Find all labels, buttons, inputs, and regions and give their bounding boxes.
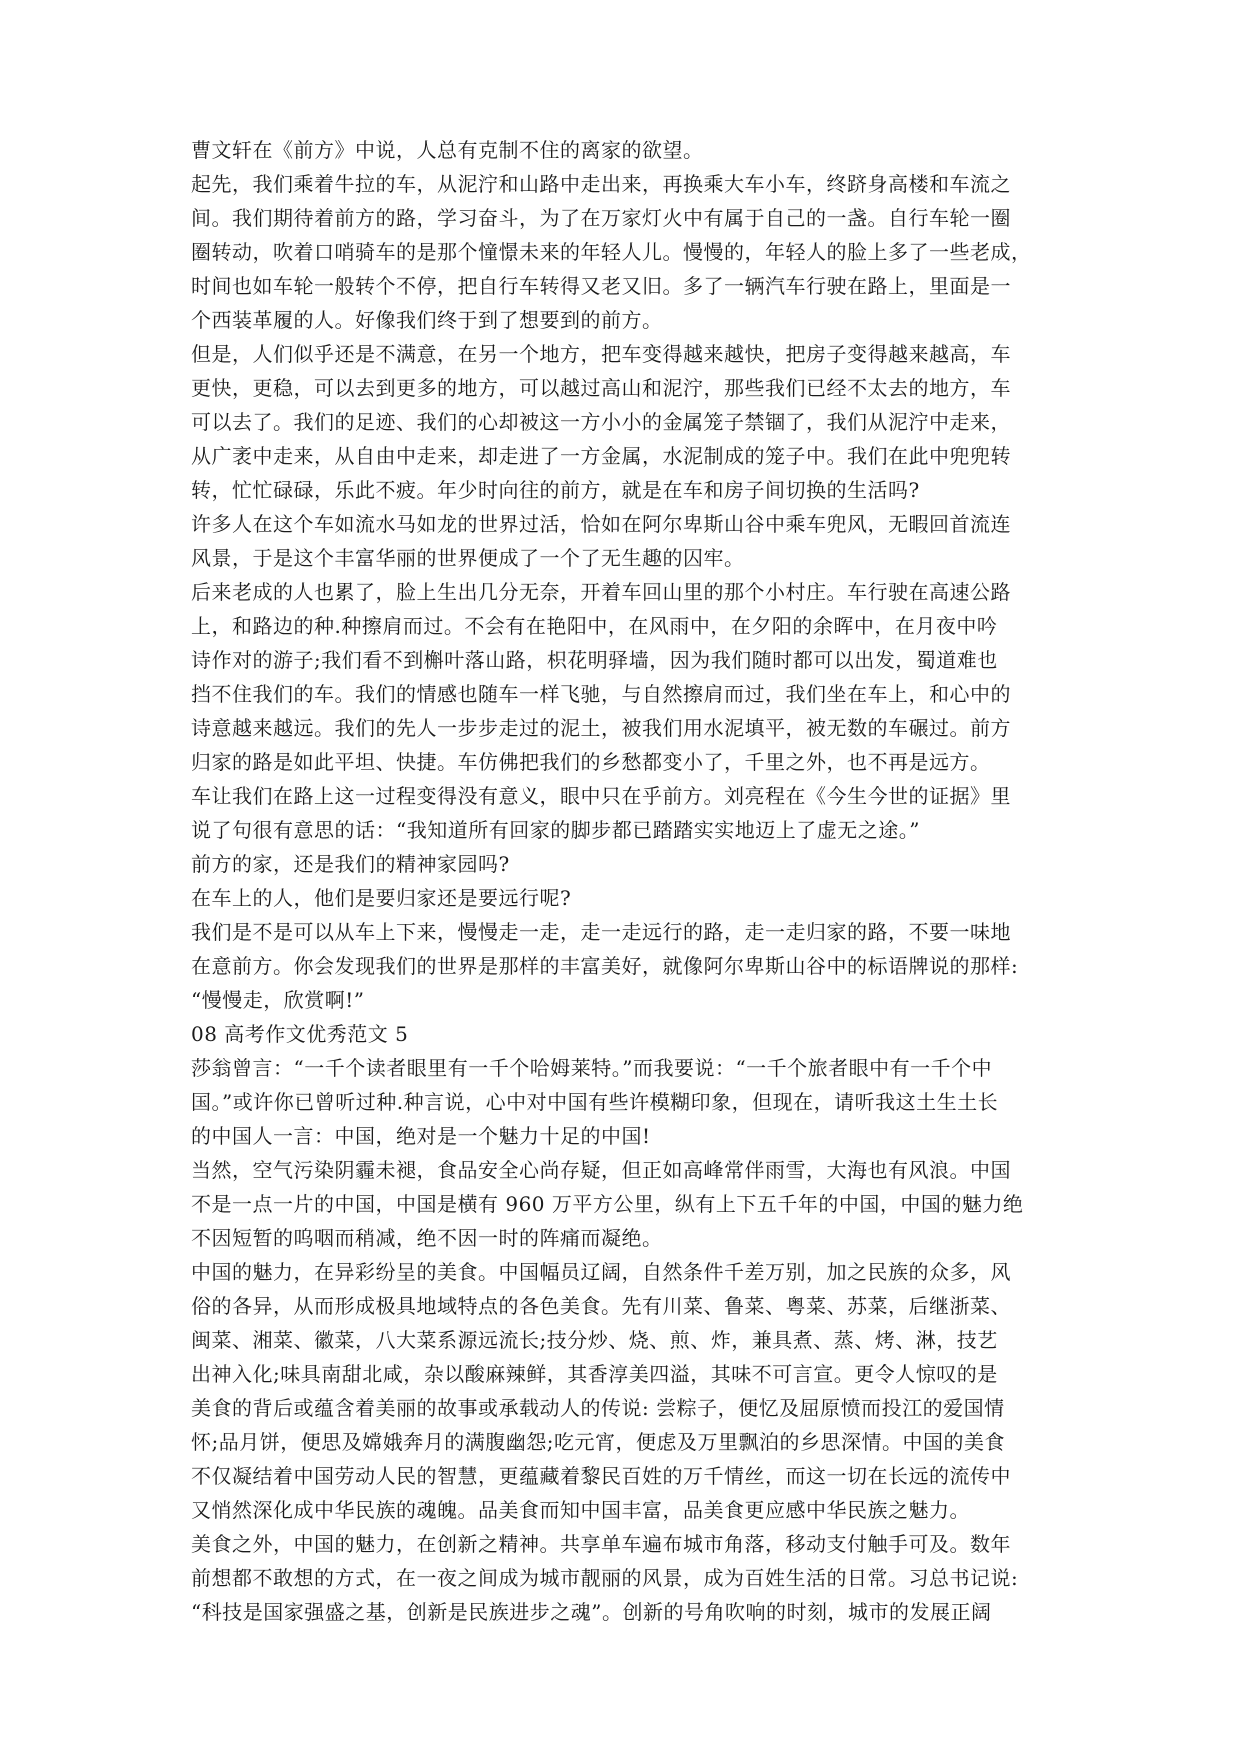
text-line: 起先，我们乘着牛拉的车，从泥泞和山路中走出来，再换乘大车小车，终跻身高楼和车流之	[191, 172, 1011, 196]
text-line: 诗意越来越远。我们的先人一步步走过的泥土，被我们用水泥填平，被无数的车碾过。前方	[191, 716, 1011, 740]
text-line: 车让我们在路上这一过程变得没有意义，眼中只在乎前方。刘亮程在《今生今世的证据》里	[191, 784, 1011, 808]
text-line: 时间也如车轮一般转个不停，把自行车转得又老又旧。多了一辆汽车行驶在路上，里面是一	[191, 274, 1011, 298]
text-line: 转，忙忙碌碌，乐此不疲。年少时向往的前方，就是在车和房子间切换的生活吗?	[191, 478, 920, 502]
text-line: 出神入化;味具南甜北咸，杂以酸麻辣鲜，其香淳美四溢，其味不可言宣。更令人惊叹的是	[191, 1362, 998, 1386]
text-line: 后来老成的人也累了，脸上生出几分无奈，开着车回山里的那个小村庄。车行驶在高速公路	[191, 580, 1011, 604]
text-line: 间。我们期待着前方的路，学习奋斗，为了在万家灯火中有属于自己的一盏。自行车轮一圈	[191, 206, 1011, 230]
text-line: 诗作对的游子;我们看不到槲叶落山路，枳花明驿墙，因为我们随时都可以出发，蜀道难也	[191, 648, 998, 672]
text-line: 闽菜、湘菜、徽菜，八大菜系源远流长;技分炒、烧、煎、炸，兼具煮、蒸、烤、淋，技艺	[191, 1328, 998, 1352]
text-line: 挡不住我们的车。我们的情感也随车一样飞驰，与自然擦肩而过，我们坐在车上，和心中的	[191, 682, 1011, 706]
text-line: 我们是不是可以从车上下来，慢慢走一走，走一走远行的路，走一走归家的路，不要一味地	[191, 920, 1011, 944]
text-line: 可以去了。我们的足迹、我们的心却被这一方小小的金属笼子禁锢了，我们从泥泞中走来，	[191, 410, 1011, 434]
text-line: 又悄然深化成中华民族的魂魄。品美食而知中国丰富，品美食更应感中华民族之魅力。	[191, 1498, 970, 1522]
text-line: 美食的背后或蕴含着美丽的故事或承载动人的传说: 尝粽子，便忆及屈原愤而投江的爱国情	[191, 1396, 1005, 1420]
text-line: 风景，于是这个丰富华丽的世界便成了一个了无生趣的囚牢。	[191, 546, 745, 570]
text-line: 上，和路边的种.种擦肩而过。不会有在艳阳中，在风雨中，在夕阳的余晖中，在月夜中吟	[191, 614, 998, 638]
text-line: 前想都不敢想的方式，在一夜之间成为城市靓丽的风景，成为百姓生活的日常。习总书记说:	[191, 1566, 1019, 1590]
text-line: 说了句很有意思的话：“我知道所有回家的脚步都已踏踏实实地迈上了虚无之途。”	[191, 818, 920, 842]
text-line: 更快，更稳，可以去到更多的地方，可以越过高山和泥泞，那些我们已经不太去的地方，车	[191, 376, 1011, 400]
text-line: 的中国人一言：中国，绝对是一个魅力十足的中国!	[191, 1124, 651, 1148]
text-line: 当然，空气污染阴霾未褪，食品安全心尚存疑，但正如高峰常伴雨雪，大海也有风浪。中国	[191, 1158, 1011, 1182]
text-line: 在车上的人，他们是要归家还是要远行呢?	[191, 886, 572, 910]
text-line: 国。”或许你已曾听过种.种言说，心中对中国有些许模糊印象，但现在，请听我这土生土长	[191, 1090, 999, 1114]
text-line: 中国的魅力，在异彩纷呈的美食。中国幅员辽阔，自然条件千差万别，加之民族的众多，风	[191, 1260, 1011, 1284]
text-line: “科技是国家强盛之基，创新是民族进步之魂”。创新的号角吹响的时刻，城市的发展正阔	[191, 1600, 992, 1624]
text-line: 不因短暂的呜咽而稍减，绝不因一时的阵痛而凝绝。	[191, 1226, 663, 1250]
text-line: 许多人在这个车如流水马如龙的世界过活，恰如在阿尔卑斯山谷中乘车兜风，无暇回首流连	[191, 512, 1011, 536]
text-line: 美食之外，中国的魅力，在创新之精神。共享单车遍布城市角落，移动支付触手可及。数年	[191, 1532, 1011, 1556]
text-line: 不仅凝结着中国劳动人民的智慧，更蕴藏着黎民百姓的万千情丝，而这一切在长远的流传中	[191, 1464, 1011, 1488]
text-line: 从广袤中走来，从自由中走来，却走进了一方金属，水泥制成的笼子中。我们在此中兜兜转	[191, 444, 1011, 468]
text-line: 曹文轩在《前方》中说，人总有克制不住的离家的欲望。	[191, 138, 704, 162]
text-line: 个西装革履的人。好像我们终于到了想要到的前方。	[191, 308, 663, 332]
text-line: 但是，人们似乎还是不满意，在另一个地方，把车变得越来越快，把房子变得越来越高，车	[191, 342, 1011, 366]
text-line: 在意前方。你会发现我们的世界是那样的丰富美好，就像阿尔卑斯山谷中的标语牌说的那样:	[191, 954, 1019, 978]
text-line: 前方的家，还是我们的精神家园吗?	[191, 852, 510, 876]
section-heading: 08 高考作文优秀范文 5	[191, 1022, 409, 1046]
text-line: 圈转动，吹着口哨骑车的是那个憧憬未来的年轻人儿。慢慢的，年轻人的脸上多了一些老成，	[191, 240, 1032, 264]
text-line: 归家的路是如此平坦、快捷。车仿佛把我们的乡愁都变小了，千里之外，也不再是远方。	[191, 750, 991, 774]
text-line: 莎翁曾言：“一千个读者眼里有一千个哈姆莱特。”而我要说：“一千个旅者眼中有一千个中	[191, 1056, 993, 1080]
text-line: 不是一点一片的中国，中国是横有 960 万平方公里，纵有上下五千年的中国，中国的魅力绝	[191, 1192, 1024, 1216]
text-line: 俗的各异，从而形成极具地域特点的各色美食。先有川菜、鲁菜、粤菜、苏菜，后继浙菜、	[191, 1294, 1011, 1318]
text-line: “慢慢走，欣赏啊!”	[191, 988, 365, 1012]
text-line: 怀;品月饼，便思及嫦娥奔月的满腹幽怨;吃元宵，便虑及万里飘泊的乡思深情。中国的美食	[191, 1430, 1005, 1454]
